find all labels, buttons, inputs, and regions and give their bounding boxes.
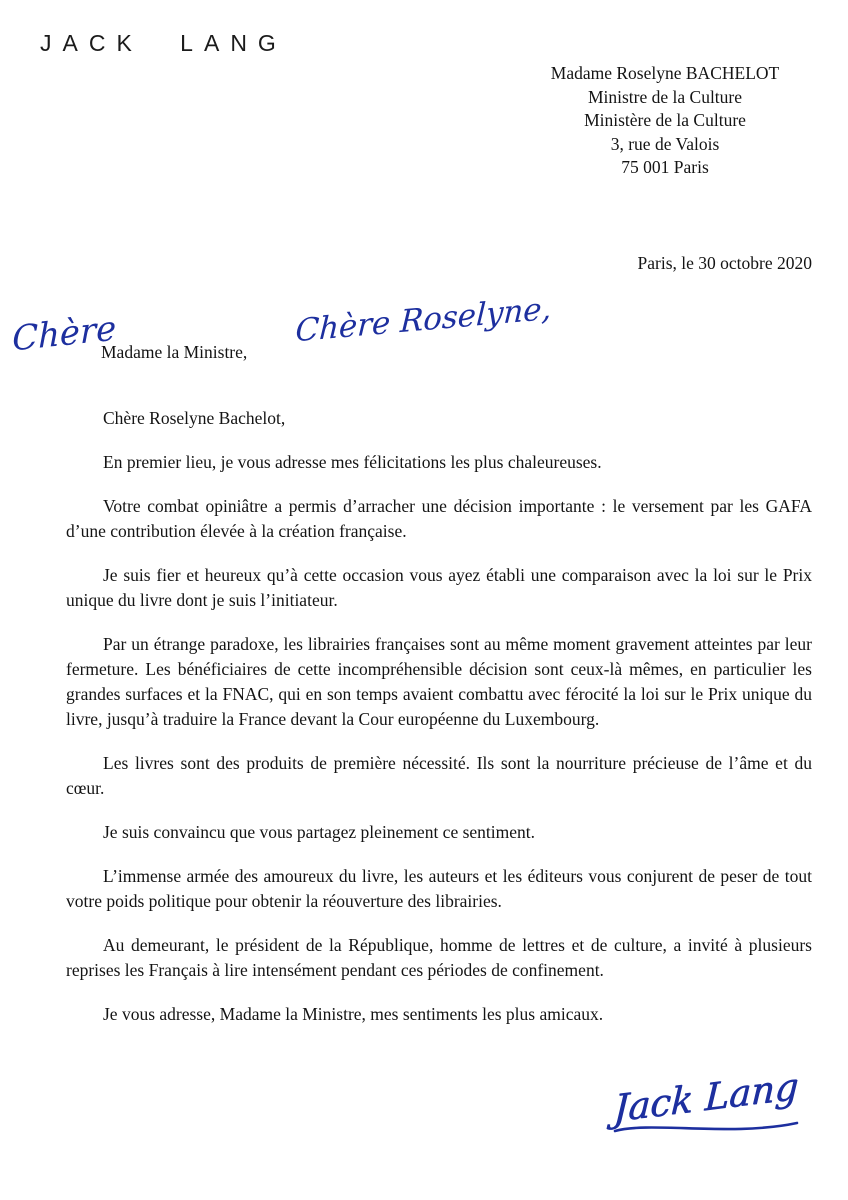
handwritten-chere: Chère xyxy=(12,308,117,360)
body-paragraph: Je vous adresse, Madame la Ministre, mes sentiments les plus amicaux. xyxy=(103,1004,604,1024)
recipient-line: Ministère de la Culture xyxy=(584,110,746,130)
recipient-line: 75 001 Paris xyxy=(621,157,709,177)
body-paragraph: L’immense armée des amoureux du livre, les auteurs et les éditeurs vous conjurent de peser de tout votre poids politique pour obtenir la réouverture des librairies. xyxy=(66,866,812,911)
salutation-typed: Madame la Ministre, xyxy=(101,342,248,362)
handwritten-chere-roselyne: Chère Roselyne, xyxy=(294,290,553,350)
salutation-area xyxy=(0,290,848,398)
signature-block xyxy=(606,1064,806,1139)
recipient-block xyxy=(510,62,820,180)
recipient-line: Madame Roselyne BACHELOT xyxy=(550,63,780,83)
letter-body xyxy=(66,406,812,1046)
signature-handwritten: Jack Lang xyxy=(612,1064,800,1131)
body-paragraph: Votre combat opiniâtre a permis d’arracher une décision importante : le versement par les GAFA d’une contribution élevée à la création française. xyxy=(66,496,812,541)
date-line: Paris, le 30 octobre 2020 xyxy=(637,253,812,273)
body-paragraph: Je suis fier et heureux qu’à cette occasion vous ayez établi une comparaison avec la loi sur le Prix unique du livre dont je suis l’initiateur. xyxy=(66,565,812,610)
body-paragraph: Par un étrange paradoxe, les librairies françaises sont au même moment gravement atteintes par leur fermeture. Les bénéficiaires de cette incompréhensible décision sont ceux-là mêmes, en particulier les grandes surfaces et la FNAC, qui en son temps avaient combattu avec férocité la loi sur le Prix unique du livre, jusqu’à traduire la France devant la Cour européenne du Luxembourg. xyxy=(66,634,812,729)
body-paragraph: Je suis convaincu que vous partagez pleinement ce sentiment. xyxy=(103,822,536,842)
letterhead-name: JACK LANG xyxy=(40,30,287,56)
body-paragraph: En premier lieu, je vous adresse mes félicitations les plus chaleureuses. xyxy=(103,452,602,472)
body-paragraph: Les livres sont des produits de première nécessité. Ils sont la nourriture précieuse de l’âme et du cœur. xyxy=(66,753,812,798)
recipient-line: Ministre de la Culture xyxy=(587,86,743,107)
body-paragraph: Chère Roselyne Bachelot, xyxy=(103,408,286,428)
recipient-line: 3, rue de Valois xyxy=(610,133,720,154)
body-paragraph: Au demeurant, le président de la République, homme de lettres et de culture, a invité à plusieurs reprises les Français à lire intensément pendant ces périodes de confinement. xyxy=(66,935,812,980)
